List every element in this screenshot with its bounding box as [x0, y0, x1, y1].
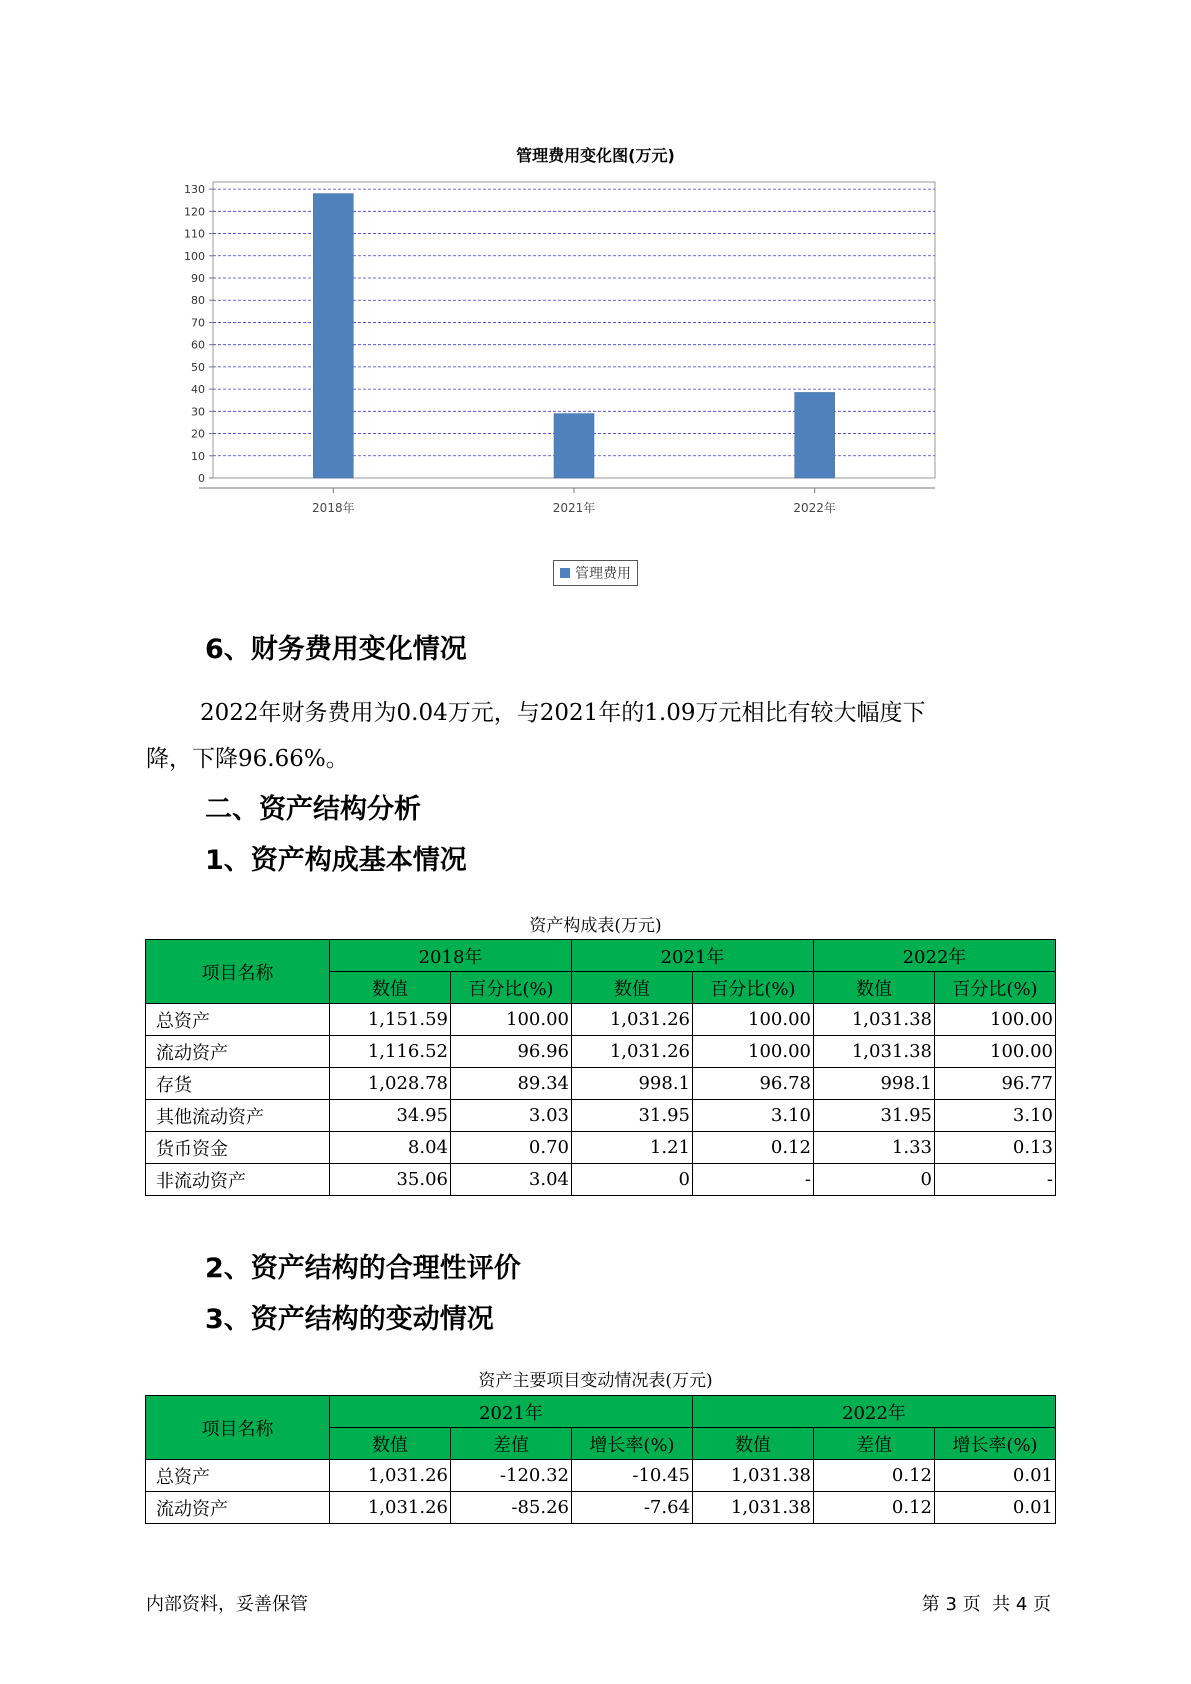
table-cell: 100.00 — [451, 1004, 572, 1036]
table-cell: 8.04 — [330, 1132, 451, 1164]
table-cell: - — [935, 1164, 1056, 1196]
y-tick-label: 10 — [191, 449, 205, 463]
table-cell: 0.01 — [935, 1492, 1056, 1524]
x-tick-label: 2021年 — [552, 501, 596, 515]
row-label: 流动资产 — [146, 1036, 330, 1068]
table-cell: - — [693, 1164, 814, 1196]
table-cell: 1,031.26 — [330, 1492, 451, 1524]
y-tick-label: 20 — [191, 427, 205, 441]
table-cell: 100.00 — [693, 1004, 814, 1036]
header-diff: 差值 — [814, 1428, 935, 1460]
table-cell: 1,031.26 — [330, 1460, 451, 1492]
y-tick-label: 30 — [191, 405, 205, 419]
table-cell: 1,031.38 — [814, 1004, 935, 1036]
y-tick-label: 110 — [184, 227, 205, 241]
table-row — [146, 1164, 1056, 1196]
y-tick-label: 40 — [191, 383, 205, 397]
row-label: 货币资金 — [146, 1132, 330, 1164]
table-cell: 1,031.38 — [693, 1492, 814, 1524]
table-cell: -7.64 — [572, 1492, 693, 1524]
asset-change-table — [145, 1395, 1056, 1524]
table-cell: 35.06 — [330, 1164, 451, 1196]
table-cell: -10.45 — [572, 1460, 693, 1492]
table-cell: 0.12 — [814, 1492, 935, 1524]
table-cell: 3.04 — [451, 1164, 572, 1196]
table-cell: 1,151.59 — [330, 1004, 451, 1036]
table-cell: 34.95 — [330, 1100, 451, 1132]
table-cell: 100.00 — [935, 1036, 1056, 1068]
chart-legend — [553, 560, 638, 586]
table-row — [146, 1100, 1056, 1132]
table-cell: 0 — [572, 1164, 693, 1196]
header-growth: 增长率(%) — [935, 1428, 1056, 1460]
table-cell: 3.10 — [935, 1100, 1056, 1132]
section-title-structure-change: 3、资产结构的变动情况 — [205, 1304, 494, 1335]
table-cell: 0.70 — [451, 1132, 572, 1164]
table-cell: 3.10 — [693, 1100, 814, 1132]
table-row — [146, 1004, 1056, 1036]
header-value: 数值 — [330, 972, 451, 1004]
header-year: 2021年 — [572, 940, 814, 972]
finance-cost-paragraph — [146, 690, 1046, 782]
table-row — [146, 1068, 1056, 1100]
row-label: 存货 — [146, 1068, 330, 1100]
table-cell: 89.34 — [451, 1068, 572, 1100]
table-row — [146, 1036, 1056, 1068]
table-cell: 1,116.52 — [330, 1036, 451, 1068]
y-tick-label: 90 — [191, 272, 205, 285]
row-label: 非流动资产 — [146, 1164, 330, 1196]
bar-chart — [150, 170, 1050, 550]
legend-swatch — [560, 568, 570, 578]
header-value: 数值 — [330, 1428, 451, 1460]
table-cell: 3.03 — [451, 1100, 572, 1132]
table1-caption: 资产构成表(万元) — [529, 916, 662, 936]
table-cell: 0.13 — [935, 1132, 1056, 1164]
header-percent: 百分比(%) — [935, 972, 1056, 1004]
table-cell: -85.26 — [451, 1492, 572, 1524]
section-title-structure-evaluation: 2、资产结构的合理性评价 — [205, 1253, 521, 1284]
y-tick-label: 50 — [191, 360, 205, 374]
table-cell: 0.01 — [935, 1460, 1056, 1492]
footer-confidential-note: 内部资料，妥善保管 — [146, 1594, 308, 1615]
table-cell: 31.95 — [814, 1100, 935, 1132]
table-cell: 96.96 — [451, 1036, 572, 1068]
y-tick-label: 80 — [191, 294, 205, 308]
table-cell: 31.95 — [572, 1100, 693, 1132]
table-cell: 1,031.26 — [572, 1004, 693, 1036]
header-value: 数值 — [814, 972, 935, 1004]
bar — [554, 414, 594, 478]
header-year: 2021年 — [330, 1396, 693, 1428]
table-cell: 0.12 — [693, 1132, 814, 1164]
header-year: 2022年 — [693, 1396, 1056, 1428]
table-row — [146, 1132, 1056, 1164]
chart-title: 管理费用变化图(万元) — [516, 146, 675, 165]
footer-page-number: 第 3 页 共 4 页 — [921, 1594, 1051, 1615]
bar — [795, 392, 835, 478]
y-tick-label: 0 — [198, 472, 205, 485]
header-value: 数值 — [572, 972, 693, 1004]
table-cell: 0.12 — [814, 1460, 935, 1492]
part-title-asset-structure: 二、资产结构分析 — [205, 794, 421, 825]
table-cell: 96.78 — [693, 1068, 814, 1100]
section-title-finance-cost: 6、财务费用变化情况 — [205, 634, 467, 665]
row-label: 其他流动资产 — [146, 1100, 330, 1132]
header-year: 2022年 — [814, 940, 1056, 972]
row-label: 总资产 — [146, 1004, 330, 1036]
table-cell: 998.1 — [572, 1068, 693, 1100]
table-cell: 998.1 — [814, 1068, 935, 1100]
table-cell: 96.77 — [935, 1068, 1056, 1100]
y-tick-label: 100 — [184, 249, 205, 263]
row-label: 流动资产 — [146, 1492, 330, 1524]
table-row — [146, 1460, 1056, 1492]
table-row — [146, 1492, 1056, 1524]
y-tick-label: 60 — [191, 338, 205, 352]
y-tick-label: 120 — [184, 205, 205, 219]
x-tick-label: 2022年 — [793, 501, 836, 515]
table-cell: 100.00 — [935, 1004, 1056, 1036]
bar — [313, 194, 353, 478]
paragraph-line-1: 2022年财务费用为0.04万元，与2021年的1.09万元相比有较大幅度下 — [200, 700, 926, 726]
header-item-name: 项目名称 — [146, 940, 330, 1004]
header-percent: 百分比(%) — [451, 972, 572, 1004]
header-year: 2018年 — [330, 940, 572, 972]
table-cell: -120.32 — [451, 1460, 572, 1492]
x-tick-label: 2018年 — [312, 501, 355, 515]
table2-caption: 资产主要项目变动情况表(万元) — [478, 1371, 713, 1391]
header-percent: 百分比(%) — [693, 972, 814, 1004]
y-tick-label: 70 — [191, 316, 205, 330]
section-title-asset-composition: 1、资产构成基本情况 — [205, 845, 467, 876]
table-cell: 1,031.38 — [693, 1460, 814, 1492]
header-diff: 差值 — [451, 1428, 572, 1460]
paragraph-line-2: 降，下降96.66%。 — [146, 746, 349, 772]
header-growth: 增长率(%) — [572, 1428, 693, 1460]
asset-composition-table — [145, 939, 1056, 1196]
table-cell: 1.33 — [814, 1132, 935, 1164]
table-cell: 1,031.26 — [572, 1036, 693, 1068]
row-label: 总资产 — [146, 1460, 330, 1492]
table-cell: 1,028.78 — [330, 1068, 451, 1100]
y-tick-label: 130 — [184, 183, 205, 197]
table-cell: 1.21 — [572, 1132, 693, 1164]
legend-label: 管理费用 — [575, 566, 631, 582]
table-cell: 1,031.38 — [814, 1036, 935, 1068]
header-value: 数值 — [693, 1428, 814, 1460]
header-item-name: 项目名称 — [146, 1396, 330, 1460]
table-cell: 0 — [814, 1164, 935, 1196]
table-cell: 100.00 — [693, 1036, 814, 1068]
